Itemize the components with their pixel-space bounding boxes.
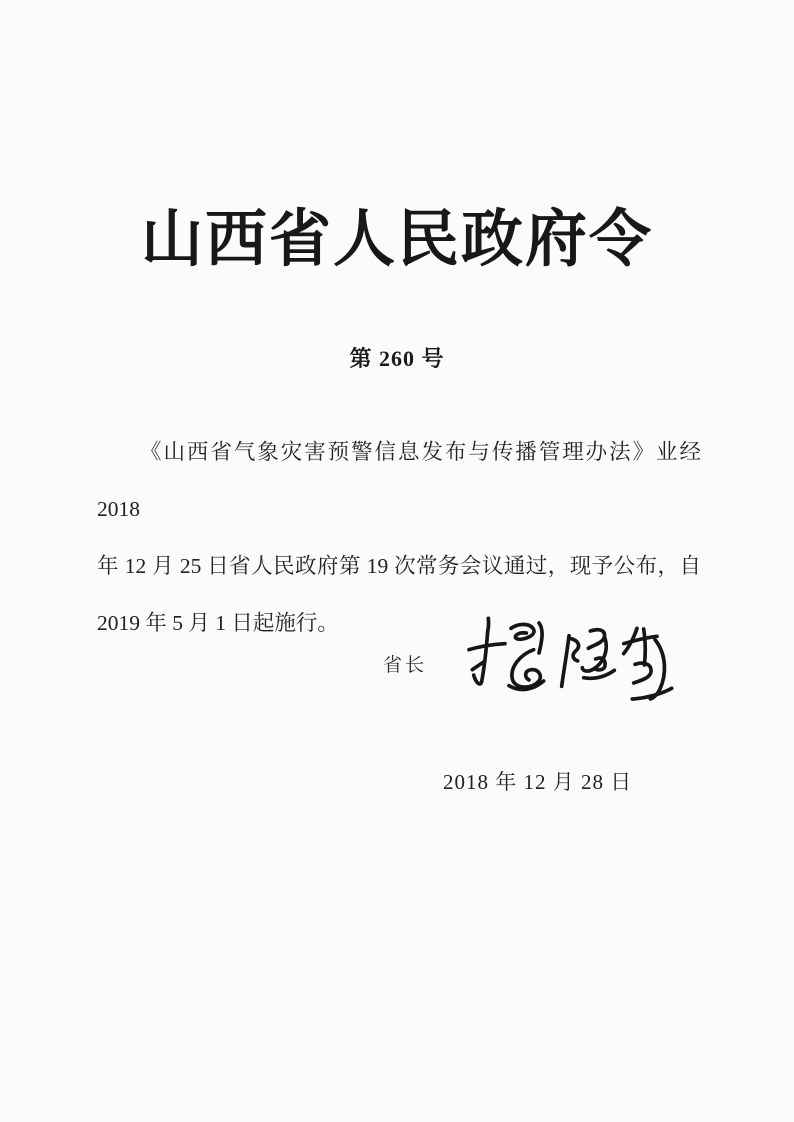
handwritten-signature-icon: [455, 599, 695, 709]
signer-title: 省长: [383, 655, 428, 676]
signature-block: [0, 597, 794, 712]
document-date: 2018 年 12 月 28 日: [443, 770, 633, 794]
document-title: 山西省人民政府令: [140, 206, 653, 274]
body-line-3: 2019 年 5 月 1 日起施行。: [97, 611, 339, 635]
body-line-2: 年 12 月 25 日省人民政府第 19 次常务会议通过，现予公布，自: [97, 554, 701, 578]
order-number: 第 260 号: [349, 346, 445, 371]
body-line-1: 《山西省气象灾害预警信息发布与传播管理办法》业经 2018: [97, 440, 701, 521]
